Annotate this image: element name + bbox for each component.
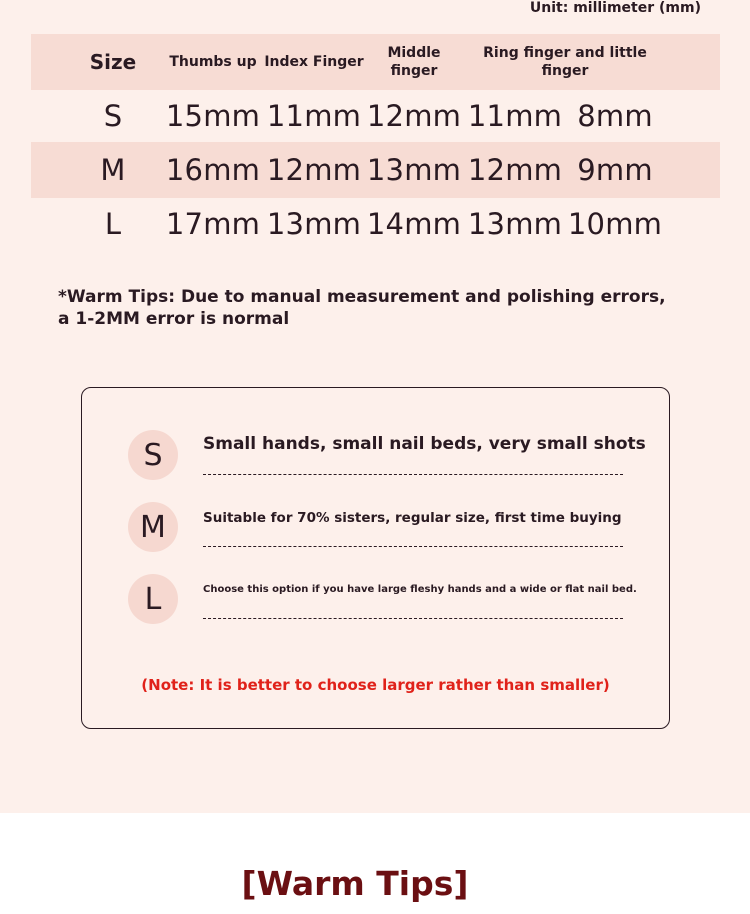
table-cell: 15mm: [165, 99, 261, 133]
size-option-description: Choose this option if you have large fleshy hands and a wide or flat nail bed.: [203, 584, 637, 595]
table-row-s: [31, 90, 720, 142]
table-cell: 10mm: [567, 207, 663, 241]
row-size-label: S: [103, 99, 123, 133]
table-cell: 14mm: [366, 207, 462, 241]
table-cell: 9mm: [577, 153, 653, 187]
measurement-warm-tip: *Warm Tips: Due to manual measurement and polishing errors, a 1-2MM error is normal: [58, 287, 666, 329]
table-cell: 12mm: [266, 153, 362, 187]
header-middle-finger: Middle finger: [387, 45, 441, 79]
table-cell: 12mm: [467, 153, 563, 187]
size-note: (Note: It is better to choose larger rather than smaller): [141, 676, 610, 694]
dotted-divider: [203, 618, 623, 619]
dotted-divider: [203, 546, 623, 547]
size-option-description: Suitable for 70% sisters, regular size, first time buying: [203, 510, 622, 526]
table-cell: 16mm: [165, 153, 261, 187]
header-thumb: Thumbs up: [169, 54, 257, 70]
size-table: [31, 34, 720, 250]
size-option-description: Small hands, small nail beds, very small shots: [203, 434, 646, 454]
unit-label: Unit: millimeter (mm): [529, 0, 701, 16]
table-cell: 17mm: [165, 207, 261, 241]
table-row-m: [31, 142, 720, 198]
table-cell: 12mm: [366, 99, 462, 133]
row-size-label: M: [100, 153, 126, 187]
table-header-row: [31, 34, 720, 90]
table-cell: 8mm: [577, 99, 653, 133]
header-index-finger: Index Finger: [264, 54, 364, 70]
row-size-label: L: [104, 207, 122, 241]
size-option-s: [128, 430, 646, 480]
table-cell: 13mm: [266, 207, 362, 241]
size-badge-m: M: [128, 502, 178, 552]
size-badge-l: L: [128, 574, 178, 624]
header-size: Size: [89, 50, 137, 74]
size-badge-s: S: [128, 430, 178, 480]
size-guide-card: [81, 387, 670, 729]
dotted-divider: [203, 474, 623, 475]
table-cell: 11mm: [266, 99, 362, 133]
header-ring-little-finger: Ring finger and little finger: [483, 45, 647, 79]
warm-tips-title: [Warm Tips]: [241, 864, 469, 903]
table-cell: 13mm: [467, 207, 563, 241]
size-option-l: [128, 574, 637, 624]
table-row-l: [31, 198, 720, 250]
size-option-m: [128, 502, 623, 552]
table-cell: 11mm: [467, 99, 563, 133]
table-cell: 13mm: [366, 153, 462, 187]
